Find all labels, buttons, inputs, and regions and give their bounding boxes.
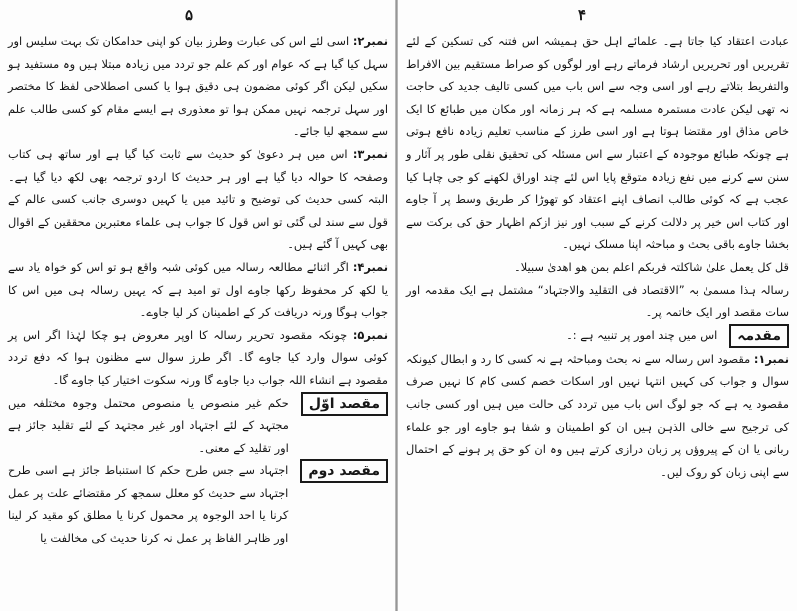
paragraph-lead: نمبر۱: — [753, 351, 789, 366]
paragraph-lead: نمبر۵: — [352, 327, 388, 342]
right-page — [398, 0, 797, 611]
muqaddima-text: اس میں چند امور پر تنبیہ ہے :۔ — [566, 327, 718, 342]
paragraph-2 — [8, 30, 388, 143]
section-two — [8, 459, 388, 549]
paragraph-3 — [8, 143, 388, 256]
paragraph-lead: نمبر۴: — [352, 259, 389, 274]
section-one-text: حکم غیر منصوص یا منصوص محتمل وجوہ مختلفہ میں مجتہد کے لئے اجتہاد اور غیر مجتہد کے لئے تقلید جائز ہے اور تقلید کے معنی۔ — [8, 395, 289, 455]
muqaddima-section — [406, 324, 789, 348]
left-page — [0, 0, 396, 611]
muqaddima-title: مقدمہ — [729, 324, 789, 348]
paragraph-text: اگر اثنائے مطالعہ رسالہ میں کوئی شبہ واقع ہو تو اس کو خواہ یاد سے یا لکھ کر محفوظ رکھا جاوے اول تو امید ہے کہ یہیں رسالہ ہی میں اس کا جواب ہوگا ورنہ دریافت کر کے اطمینان کر لیا جاوے۔ — [8, 259, 388, 320]
paragraph-4 — [8, 256, 388, 324]
paragraph-5 — [8, 324, 388, 392]
paragraph-lead: نمبر۲: — [352, 34, 388, 48]
section-two-text: اجتہاد سے جس طرح حکم کا استنباط جائز ہے اسی طرح اجتہاد سے حدیث کو معلل سمجھ کر مقتضائے علت پر عمل کرنا یا احد الوجوہ پر محمول کرنا یا مطلق کو مقید کر لینا اور ظاہر الفاظ پر عمل نہ کرنا حدیث کی مخالفت یا — [8, 463, 289, 546]
intro-paragraph — [406, 30, 789, 256]
paragraph-text: چونکہ مقصود تحریر رسالہ کا اوپر معروض ہو چکا لہٰذا اگر اس پر کوئی سوال وارد کیا جاوے گا۔ اگر طرز سوال سے مظنون ہوا کہ دفع تردد مقصود ہے انشاء اللہ جواب دیا جاوے گا ورنہ سکوت اختیار کیا جاوے گا۔ — [8, 327, 388, 387]
paragraph-lead: نمبر۳: — [352, 146, 389, 161]
paragraph-text: اس میں ہر دعویٰ کو حدیث سے ثابت کیا گیا ہے اور ساتھ ہی کتاب وصفحہ کا حوالہ دیا گیا ہے اور ہر حدیث کا اردو ترجمہ بھی لکھ دیا گیا ہے۔ البتہ کسی حدیث کی توضیح و تائید میں یا کہیں دوسری جانب کسی عالم کے قول سے سند لی گئی تو اس قول کا جواب ہی علماء معتبرین محققین کے اقوال بھی کہیں آ گئے ہیں۔ — [8, 146, 388, 252]
right-page-body — [406, 30, 789, 483]
left-page-number: ۵ — [185, 6, 194, 24]
treatise-description — [406, 279, 789, 324]
paragraph-text: قل کل یعمل علیٰ شاکلتہ فربکم اعلم بمن ھو اھدیٰ سبیلا۔ — [514, 259, 789, 274]
section-one — [8, 392, 388, 460]
paragraph-text: رسالہ ہذا مسمیٰ بہ ”الاقتصاد فی التقلید والاجتہاد“ مشتمل ہے ایک مقدمہ اور سات مقصد اور ایک خاتمہ پر۔ — [406, 282, 789, 320]
paragraph-text: عبادت اعتقاد کیا جاتا ہے۔ علمائے اہل حق ہمیشہ اس فتنہ کی تسکین کے لئے تقریریں اور تحریریں ارشاد فرماتے رہے اور لوگوں کو صراط مستقیم بین الافراط والتفریط بتلاتے رہے اور اسی وجہ سے اس باب میں کسی تالیف جدید کی حاجت نہ تھی لیکن عادت مستمرہ مسلمہ ہے کہ ہر زمانہ اور مکان میں طبائع کا ایک خاص مذاق اور مقتضا ہوتا ہے اور اسی طرز کے مناسب تعلیم زیادہ نافع ہوتی ہے چونکہ طبائع موجودہ کے اعتبار سے اس مسئلہ کی تحقیق نقلی طور پر آثار و سنن سے کرنے میں نفع زیادہ متوقع پایا اس لئے چند اوراق لکھنے کو جی چاہا کیا عجب ہے کہ کوئی طالب انصاف اپنے اعتقاد کو تھوڑا کر طریق وسط پر آ جاوے اور کتاب اس خیر پر دلالت کرنے کے سبب اور نیز ازکم اظہار حق کی برکت سے بخشا جاوے باقی بحث و مباحثہ اپنا مسلک نہیں۔ — [406, 34, 789, 252]
paragraph-1 — [406, 348, 789, 484]
paragraph-text: مقصود اس رسالہ سے نہ بحث ومباحثہ ہے نہ کسی کا رد و ابطال کیونکہ سوال و جواب کی کہیں انتہا نہیں اور اسکات خصم کسی کام کا نہیں صرف مقصود یہ ہے کہ جو لوگ اس باب میں تردد کی حالت میں ہیں اور کسی جانب کی ترجیح سے خالی الذہن ہیں ان کو اطمینان و شفا ہو جاوے اور جو علماء ربانی یا ان کے پیروؤں پر زبان درازی کرتے ہیں وہ ان کو حق پر ہونے کے احتمال سے اپنی زبان کو روک لیں۔ — [406, 351, 789, 479]
section-one-title: مقصد اوّل — [301, 392, 388, 416]
section-two-title: مقصد دوم — [300, 459, 388, 483]
left-page-body — [8, 30, 388, 550]
right-page-number: ۴ — [578, 6, 587, 24]
paragraph-text: اسی لئے اس کی عبارت وطرز بیان کو اپنی حدامکان تک بہت سلیس اور سہل کیا گیا ہے کہ عوام اور کم علم جو تردد میں زیادہ مبتلا ہیں وہ مستفید ہو سکیں لیکن اگر کوئی مضمون ہی دقیق ہوا یا کسی اصطلاحی لفظ کا مختصر اور سہل ترجمہ نہیں ممکن ہوا تو معذوری ہے ایسے مقام کو کسی طالب علم سے سمجھ لیا جائے۔ — [8, 34, 388, 139]
quran-quote — [406, 256, 789, 279]
